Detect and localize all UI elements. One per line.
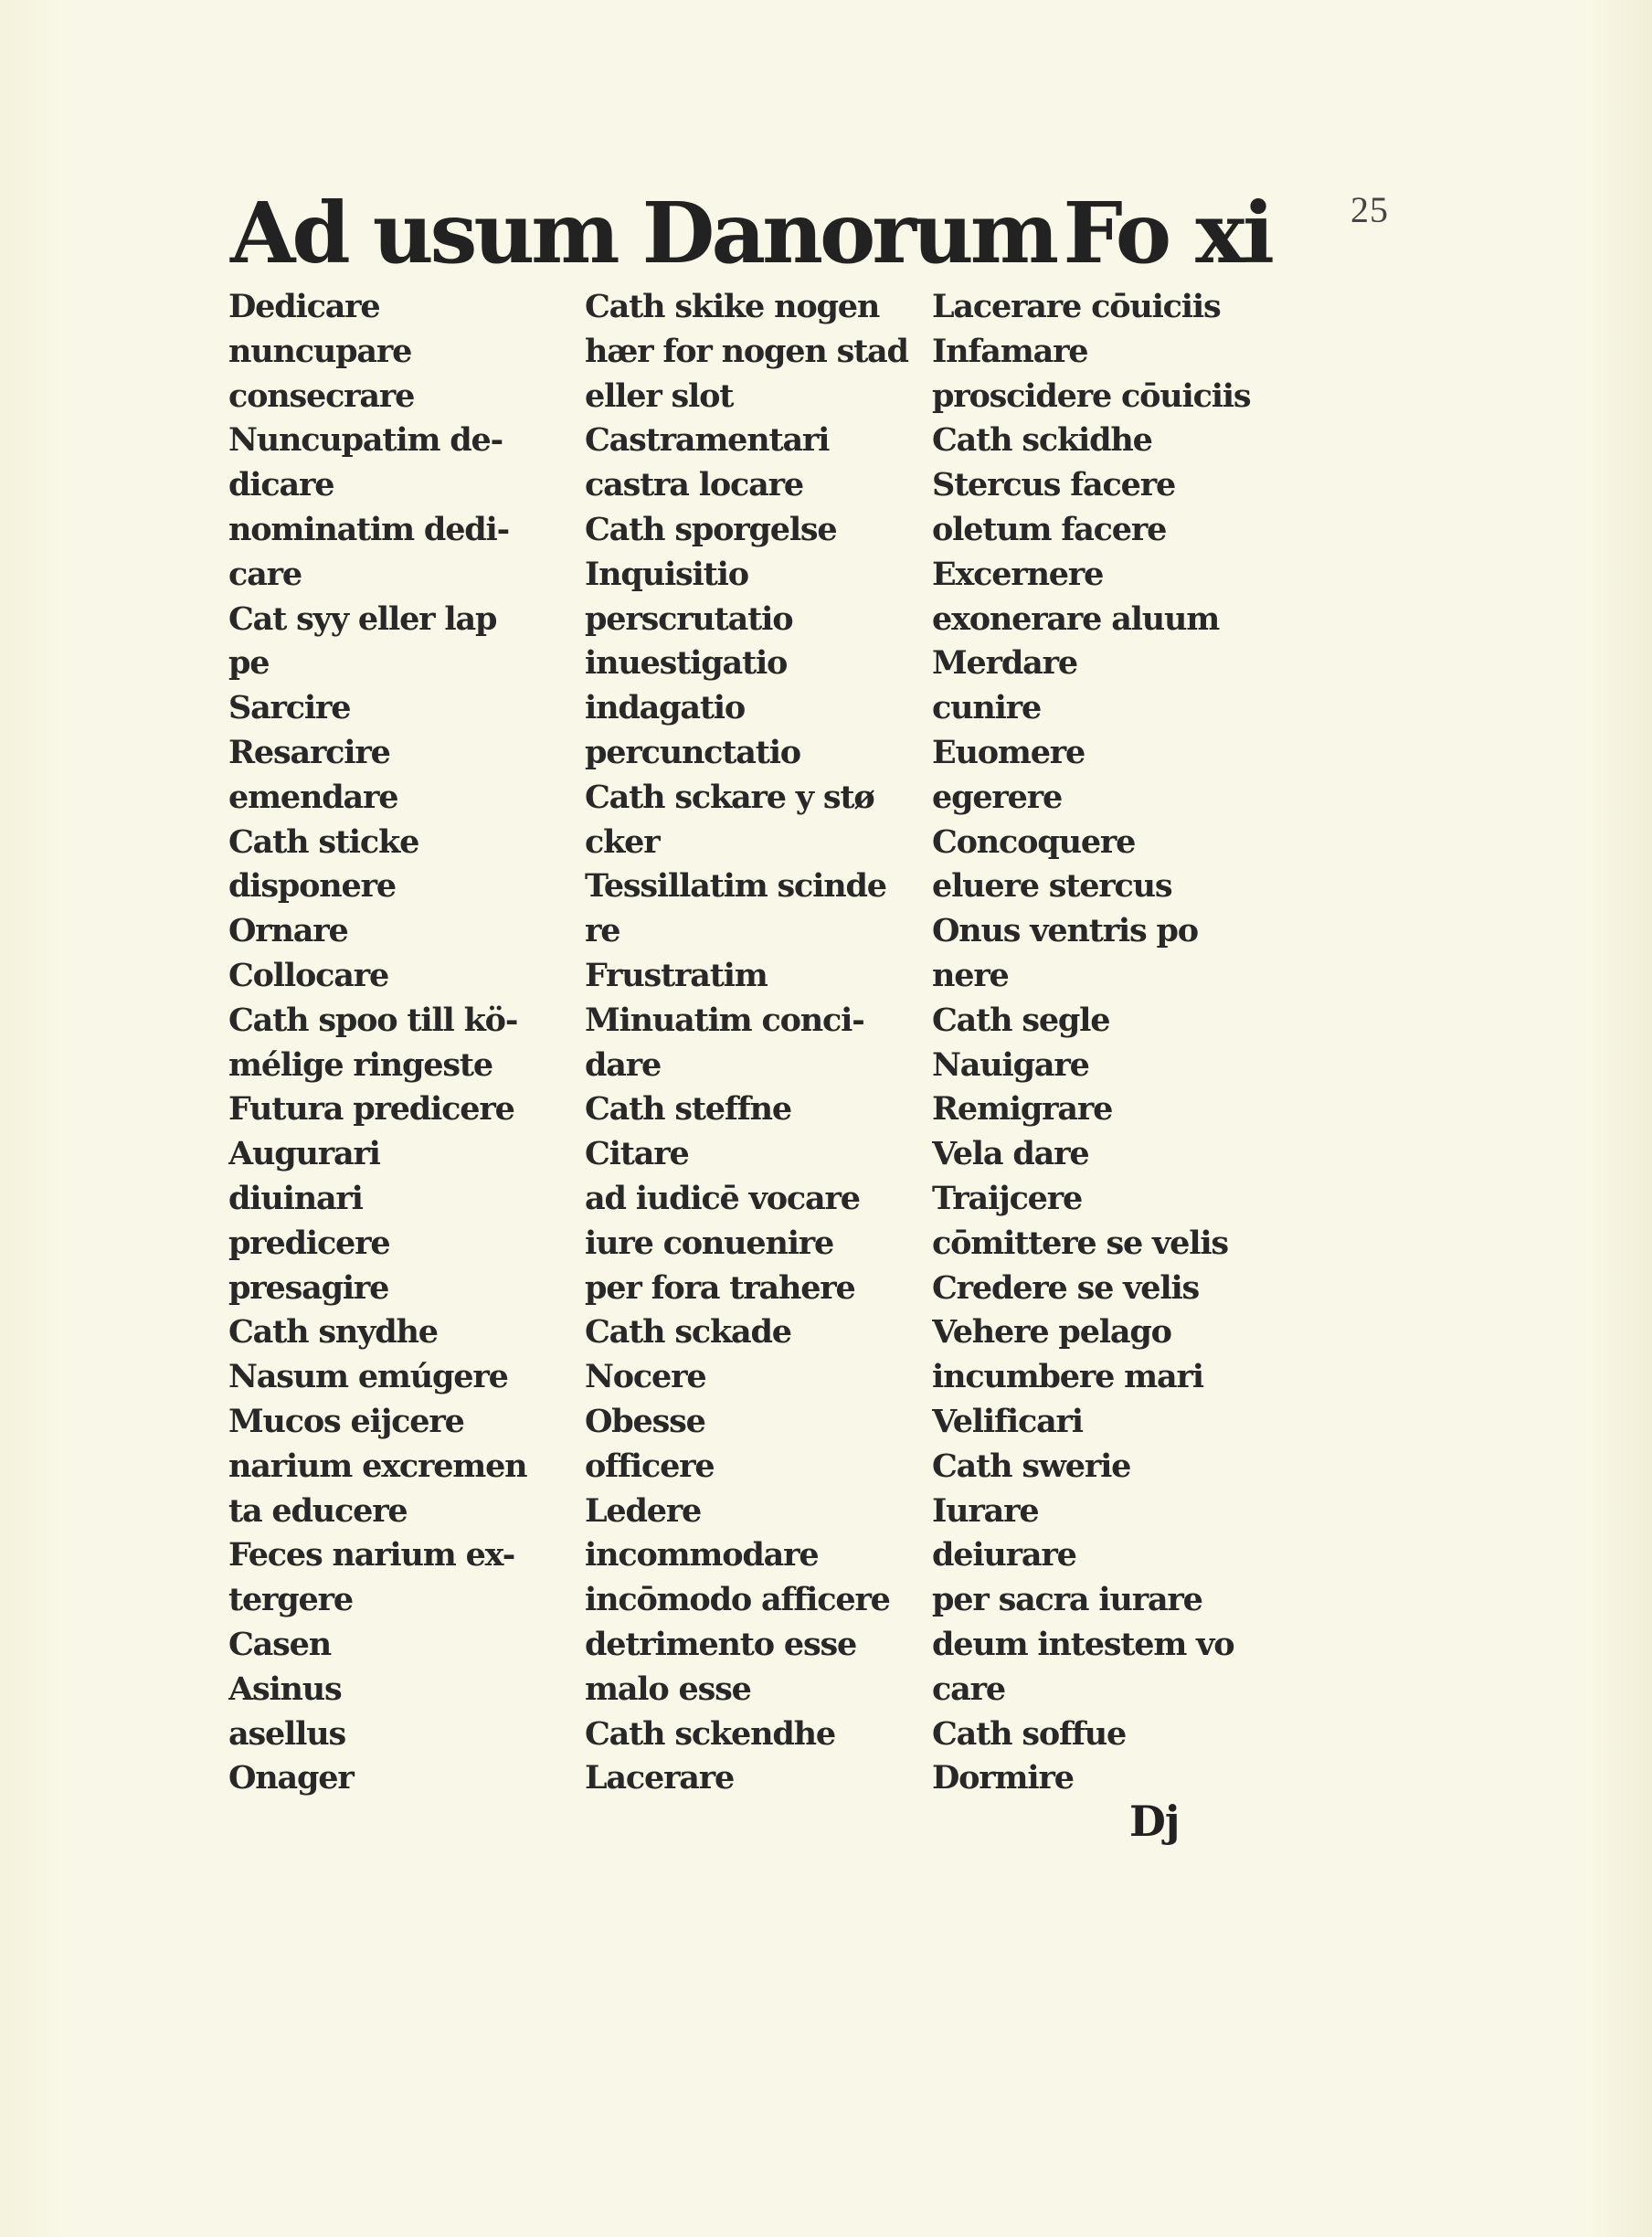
text-line: Cath spoo till kö- bbox=[228, 1001, 518, 1039]
text-line: Cath soffue bbox=[932, 1714, 1127, 1753]
text-line: egerere bbox=[932, 778, 1063, 816]
text-line: Inquisitio bbox=[585, 555, 748, 593]
text-line: re bbox=[585, 912, 620, 950]
text-line: nominatim dedi- bbox=[228, 510, 509, 548]
text-line: malo esse bbox=[585, 1670, 751, 1708]
text-line: Collocare bbox=[228, 956, 389, 994]
text-line: Resarcire bbox=[228, 733, 390, 771]
text-line: Lacerare bbox=[585, 1759, 735, 1797]
text-line: exonerare aluum bbox=[932, 599, 1220, 638]
text-line: Cath swerie bbox=[932, 1447, 1131, 1485]
text-line: Sarcire bbox=[228, 689, 351, 727]
text-line: cōmittere se velis bbox=[932, 1224, 1228, 1262]
text-line: incommodare bbox=[585, 1536, 819, 1574]
text-line: cunire bbox=[932, 689, 1042, 727]
text-line: percunctatio bbox=[585, 733, 800, 771]
text-line: Ledere bbox=[585, 1491, 702, 1530]
text-line: Futura predicere bbox=[228, 1090, 514, 1129]
text-line: presagire bbox=[228, 1268, 389, 1307]
running-head-title: Ad usum Danorum bbox=[230, 184, 1056, 282]
text-line: dicare bbox=[228, 466, 334, 504]
running-head-folio: Fo xi bbox=[1063, 184, 1272, 282]
text-line: perscrutatio bbox=[585, 599, 793, 638]
text-line: Obesse bbox=[585, 1402, 705, 1440]
text-line: incōmodo afficere bbox=[585, 1581, 890, 1619]
text-line: Cath sporgelse bbox=[585, 510, 837, 548]
text-line: proscidere cōuiciis bbox=[932, 376, 1251, 415]
text-line: castra locare bbox=[585, 466, 803, 504]
text-line: disponere bbox=[228, 867, 396, 906]
text-line: Remigrare bbox=[932, 1090, 1113, 1129]
text-line: Credere se velis bbox=[932, 1268, 1200, 1307]
page-number: 25 bbox=[1350, 189, 1389, 230]
text-line: Asinus bbox=[228, 1670, 342, 1708]
text-line: emendare bbox=[228, 778, 398, 816]
text-line: ad iudicē vocare bbox=[585, 1179, 860, 1217]
text-line: per sacra iurare bbox=[932, 1581, 1202, 1619]
text-line: Cath steffne bbox=[585, 1090, 791, 1129]
text-line: Onager bbox=[228, 1759, 354, 1797]
text-line: Excernere bbox=[932, 555, 1104, 593]
text-line: Lacerare cōuiciis bbox=[932, 288, 1221, 325]
text-line: Dormire bbox=[932, 1759, 1074, 1797]
text-line: Cath sckade bbox=[585, 1313, 791, 1352]
text-line: Nasum emúgere bbox=[228, 1358, 508, 1396]
text-line: Ornare bbox=[228, 912, 348, 950]
text-line: Minuatim conci- bbox=[585, 1001, 864, 1039]
text-line: Feces narium ex- bbox=[228, 1536, 515, 1574]
signature-mark: Dj bbox=[1129, 1797, 1180, 1846]
text-line: indagatio bbox=[585, 689, 746, 727]
column-left bbox=[228, 285, 579, 1820]
text-line: deum intestem vo bbox=[932, 1625, 1234, 1663]
text-line: Nuncupatim de- bbox=[228, 421, 503, 460]
text-line: ta educere bbox=[228, 1491, 408, 1530]
running-head bbox=[230, 183, 1272, 283]
text-line: Cath snydhe bbox=[228, 1313, 438, 1352]
text-line: narium excremen bbox=[228, 1447, 527, 1485]
text-line: incumbere mari bbox=[932, 1358, 1203, 1396]
text-line: Cath sckendhe bbox=[585, 1714, 835, 1753]
text-line: Casen bbox=[228, 1625, 331, 1663]
text-line: predicere bbox=[228, 1224, 390, 1262]
text-line: officere bbox=[585, 1447, 715, 1485]
text-line: pe bbox=[228, 644, 270, 683]
text-line: hær for nogen stad bbox=[585, 332, 908, 370]
text-line: Cath sckidhe bbox=[932, 421, 1152, 460]
text-line: Dedicare bbox=[228, 288, 380, 325]
text-line: Merdare bbox=[932, 644, 1077, 683]
text-line: Cath skike nogen bbox=[585, 288, 880, 325]
text-line: Cath segle bbox=[932, 1001, 1110, 1039]
text-line: eluere stercus bbox=[932, 867, 1172, 906]
text-line: cker bbox=[585, 822, 660, 861]
text-line: Citare bbox=[585, 1135, 689, 1173]
text-line: Iurare bbox=[932, 1491, 1039, 1530]
text-line: mélige ringeste bbox=[228, 1045, 492, 1084]
text-line: Cath sckare y stø bbox=[585, 778, 874, 816]
text-line: per fora trahere bbox=[585, 1268, 855, 1307]
text-line: Vehere pelago bbox=[932, 1313, 1171, 1352]
text-line: Nauigare bbox=[932, 1045, 1089, 1084]
text-line: Augurari bbox=[228, 1135, 380, 1173]
text-line: diuinari bbox=[228, 1179, 363, 1217]
text-line: Vela dare bbox=[932, 1135, 1089, 1173]
text-line: consecrare bbox=[228, 376, 415, 415]
text-line: detrimento esse bbox=[585, 1625, 857, 1663]
text-line: Stercus facere bbox=[932, 466, 1176, 504]
text-line: care bbox=[932, 1670, 1005, 1708]
column-right bbox=[932, 285, 1290, 1820]
text-line: Cat syy eller lap bbox=[228, 599, 497, 638]
text-line: Tessillatim scinde bbox=[585, 867, 886, 906]
text-line: Onus ventris po bbox=[932, 912, 1198, 950]
text-line: Infamare bbox=[932, 332, 1088, 370]
text-line: oletum facere bbox=[932, 510, 1167, 548]
text-line: tergere bbox=[228, 1581, 353, 1619]
text-line: Cath sticke bbox=[228, 822, 419, 861]
text-line: Nocere bbox=[585, 1358, 706, 1396]
text-line: Traijcere bbox=[932, 1179, 1083, 1217]
column-middle bbox=[585, 285, 930, 1820]
text-line: Mucos eijcere bbox=[228, 1402, 464, 1440]
text-line: Concoquere bbox=[932, 822, 1136, 861]
text-line: nere bbox=[932, 956, 1009, 994]
text-line: Euomere bbox=[932, 733, 1085, 771]
text-line: deiurare bbox=[932, 1536, 1076, 1574]
text-line: nuncupare bbox=[228, 332, 412, 370]
text-line: care bbox=[228, 555, 302, 593]
text-line: Castramentari bbox=[585, 421, 830, 460]
text-line: asellus bbox=[228, 1714, 345, 1753]
text-line: eller slot bbox=[585, 376, 734, 415]
text-line: dare bbox=[585, 1045, 662, 1084]
text-line: Frustratim bbox=[585, 956, 768, 994]
glossary-columns bbox=[228, 285, 1288, 1820]
text-line: inuestigatio bbox=[585, 644, 788, 683]
text-line: iure conuenire bbox=[585, 1224, 834, 1262]
text-line: Velificari bbox=[932, 1402, 1083, 1440]
